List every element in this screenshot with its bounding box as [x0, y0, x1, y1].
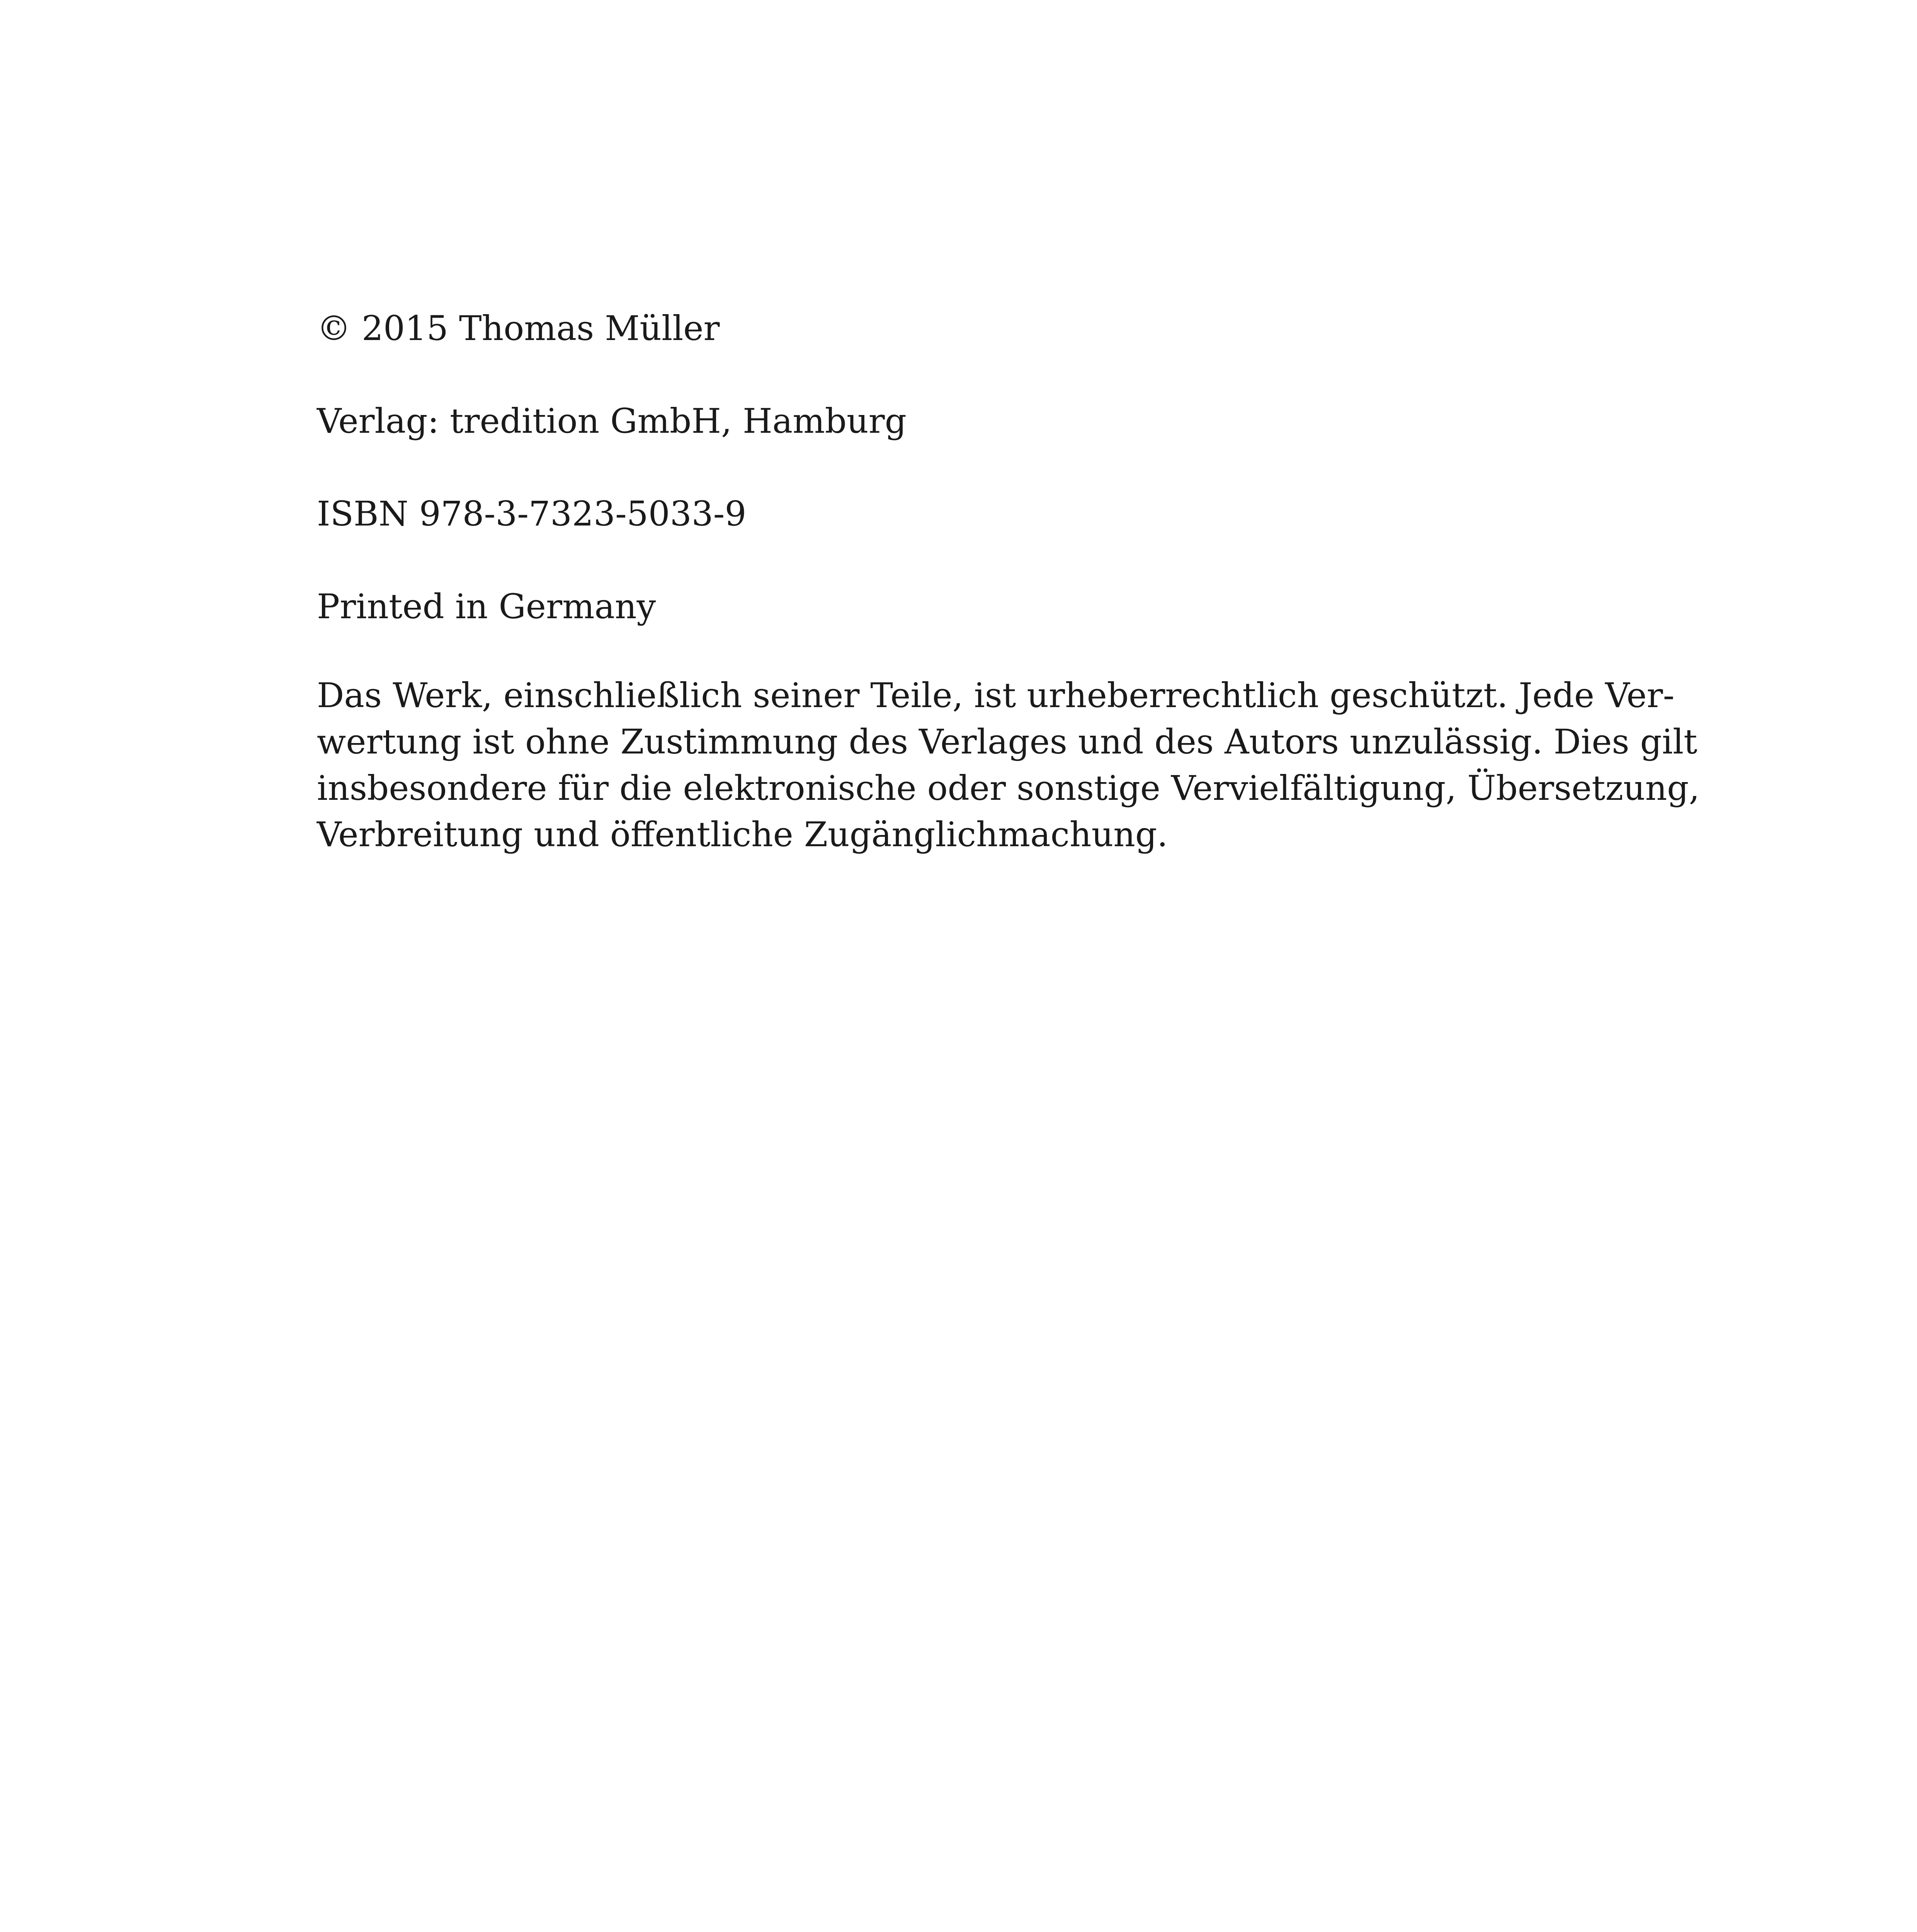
copyright-notice-paragraph: [317, 672, 1700, 858]
printed-line: Printed in Germany: [317, 587, 656, 626]
legal-text-line: wertung ist ohne Zustimmung des Verlages und des Autors unzulässig. Dies gilt: [317, 722, 1698, 762]
publisher-line: Verlag: tredition GmbH, Hamburg: [317, 401, 907, 441]
legal-text-line: Verbreitung und öffentliche Zugänglichmachung.: [317, 815, 1168, 854]
isbn-line: ISBN 978-3-7323-5033-9: [317, 494, 747, 534]
copyright-line: © 2015 Thomas Müller: [317, 308, 720, 348]
legal-text-line: insbesondere für die elektronische oder sonstige Vervielfältigung, Übersetzung,: [317, 768, 1700, 808]
legal-text-line: Das Werk, einschließlich seiner Teile, ist urheberrechtlich geschützt. Jede Ver-: [317, 675, 1675, 715]
